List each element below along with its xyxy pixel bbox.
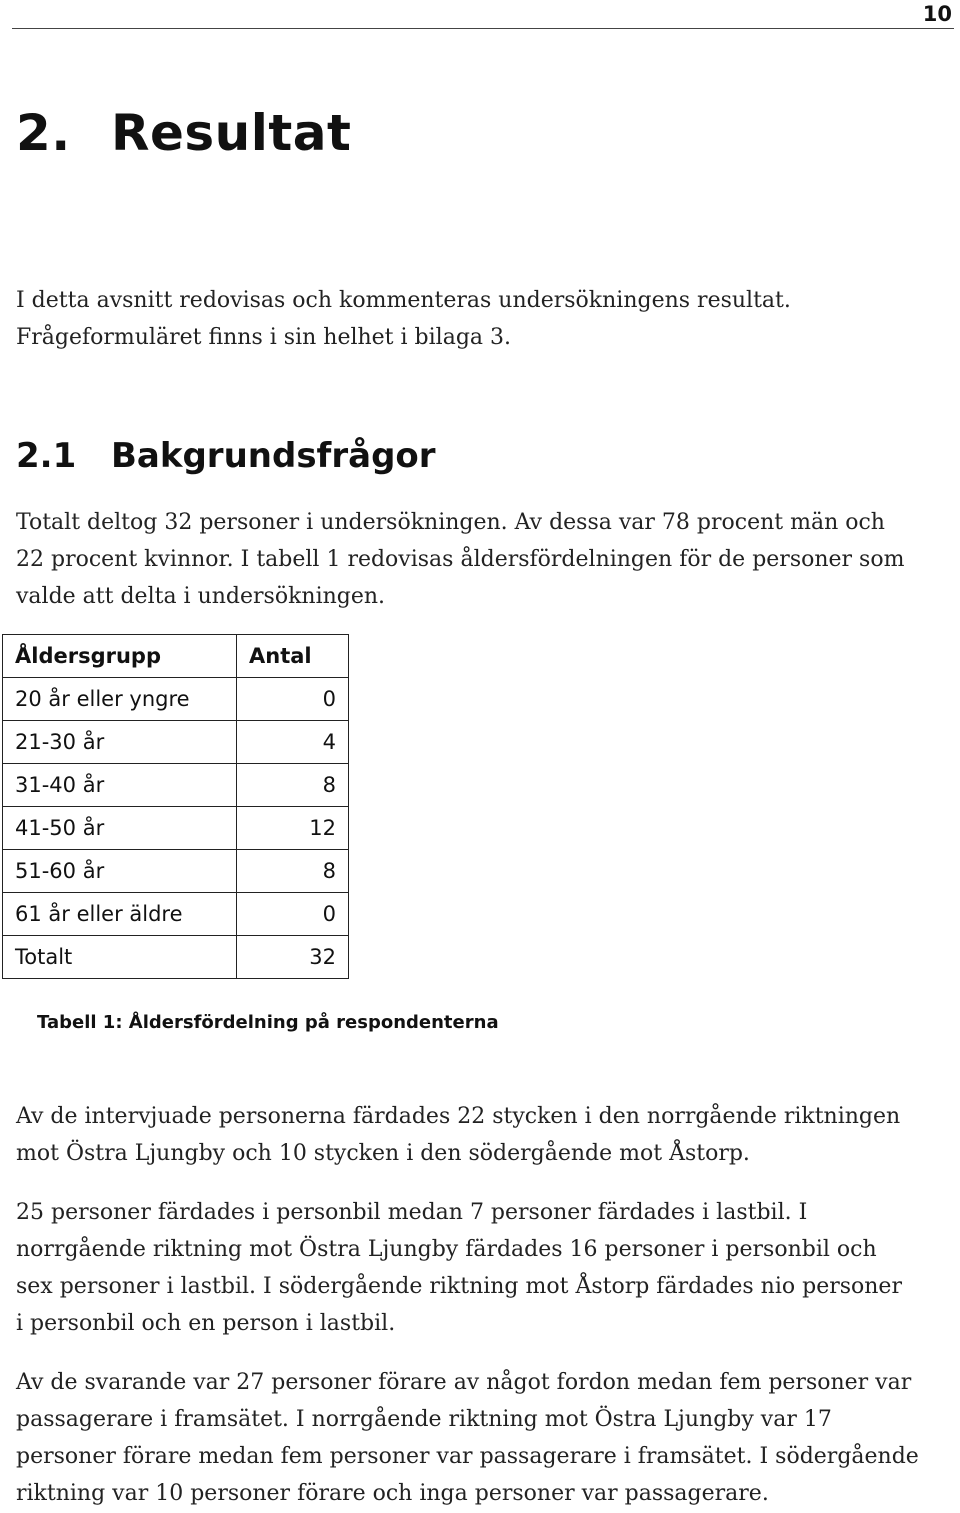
age-group-cell: 20 år eller yngre bbox=[3, 678, 237, 721]
count-cell: 4 bbox=[237, 721, 349, 764]
text-line: i personbil och en person i lastbil. bbox=[16, 1311, 396, 1336]
text-line: mot Östra Ljungby och 10 stycken i den södergående mot Åstorp. bbox=[16, 1141, 750, 1166]
text-line: norrgående riktning mot Östra Ljungby färdades 16 personer i personbil och bbox=[16, 1237, 877, 1262]
table-row bbox=[3, 850, 349, 893]
table-caption: Tabell 1: Åldersfördelning på respondenterna bbox=[37, 1012, 499, 1033]
table-row bbox=[3, 764, 349, 807]
vehicle-paragraph bbox=[16, 1194, 956, 1342]
section-title: Resultat bbox=[111, 104, 352, 162]
section-number: 2. bbox=[16, 104, 71, 162]
column-header-count: Antal bbox=[237, 635, 349, 678]
subsection-title: Bakgrundsfrågor bbox=[111, 436, 436, 476]
count-cell: 0 bbox=[237, 678, 349, 721]
column-header-age-group: Åldersgrupp bbox=[3, 635, 237, 678]
table-row bbox=[3, 807, 349, 850]
header-rule bbox=[12, 28, 954, 29]
subsection-number: 2.1 bbox=[16, 436, 77, 476]
count-cell: 32 bbox=[237, 936, 349, 979]
text-line: I detta avsnitt redovisas och kommenteras undersökningens resultat. bbox=[16, 288, 791, 313]
age-group-cell: 31-40 år bbox=[3, 764, 237, 807]
text-line: 25 personer färdades i personbil medan 7 personer färdades i lastbil. I bbox=[16, 1200, 808, 1225]
count-cell: 0 bbox=[237, 893, 349, 936]
count-cell: 12 bbox=[237, 807, 349, 850]
age-group-cell: Totalt bbox=[3, 936, 237, 979]
text-line: valde att delta i undersökningen. bbox=[16, 584, 386, 609]
age-group-cell: 21-30 år bbox=[3, 721, 237, 764]
table-row bbox=[3, 893, 349, 936]
table-total-row bbox=[3, 936, 349, 979]
page-number: 10 bbox=[922, 2, 952, 26]
driver-paragraph bbox=[16, 1364, 956, 1512]
age-group-cell: 61 år eller äldre bbox=[3, 893, 237, 936]
text-line: personer förare medan fem personer var passagerare i framsätet. I södergående bbox=[16, 1444, 919, 1469]
count-cell: 8 bbox=[237, 764, 349, 807]
age-distribution-table bbox=[2, 634, 349, 979]
direction-paragraph bbox=[16, 1098, 956, 1172]
table-row bbox=[3, 721, 349, 764]
age-group-cell: 51-60 år bbox=[3, 850, 237, 893]
section-heading bbox=[16, 104, 351, 162]
table-header-row bbox=[3, 635, 349, 678]
text-line: riktning var 10 personer förare och inga personer var passagerare. bbox=[16, 1481, 769, 1506]
age-group-cell: 41-50 år bbox=[3, 807, 237, 850]
text-line: Frågeformuläret finns i sin helhet i bilaga 3. bbox=[16, 325, 511, 350]
text-line: 22 procent kvinnor. I tabell 1 redovisas åldersfördelningen för de personer som bbox=[16, 547, 905, 572]
subsection-heading bbox=[16, 436, 436, 476]
text-line: Totalt deltog 32 personer i undersökningen. Av dessa var 78 procent män och bbox=[16, 510, 885, 535]
count-cell: 8 bbox=[237, 850, 349, 893]
text-line: Av de intervjuade personerna färdades 22 stycken i den norrgående riktningen bbox=[16, 1104, 901, 1129]
background-paragraph bbox=[16, 504, 956, 615]
text-line: passagerare i framsätet. I norrgående riktning mot Östra Ljungby var 17 bbox=[16, 1407, 832, 1432]
table-row bbox=[3, 678, 349, 721]
intro-paragraph bbox=[16, 282, 956, 356]
text-line: Av de svarande var 27 personer förare av något fordon medan fem personer var bbox=[16, 1370, 912, 1395]
text-line: sex personer i lastbil. I södergående riktning mot Åstorp färdades nio personer bbox=[16, 1274, 902, 1299]
